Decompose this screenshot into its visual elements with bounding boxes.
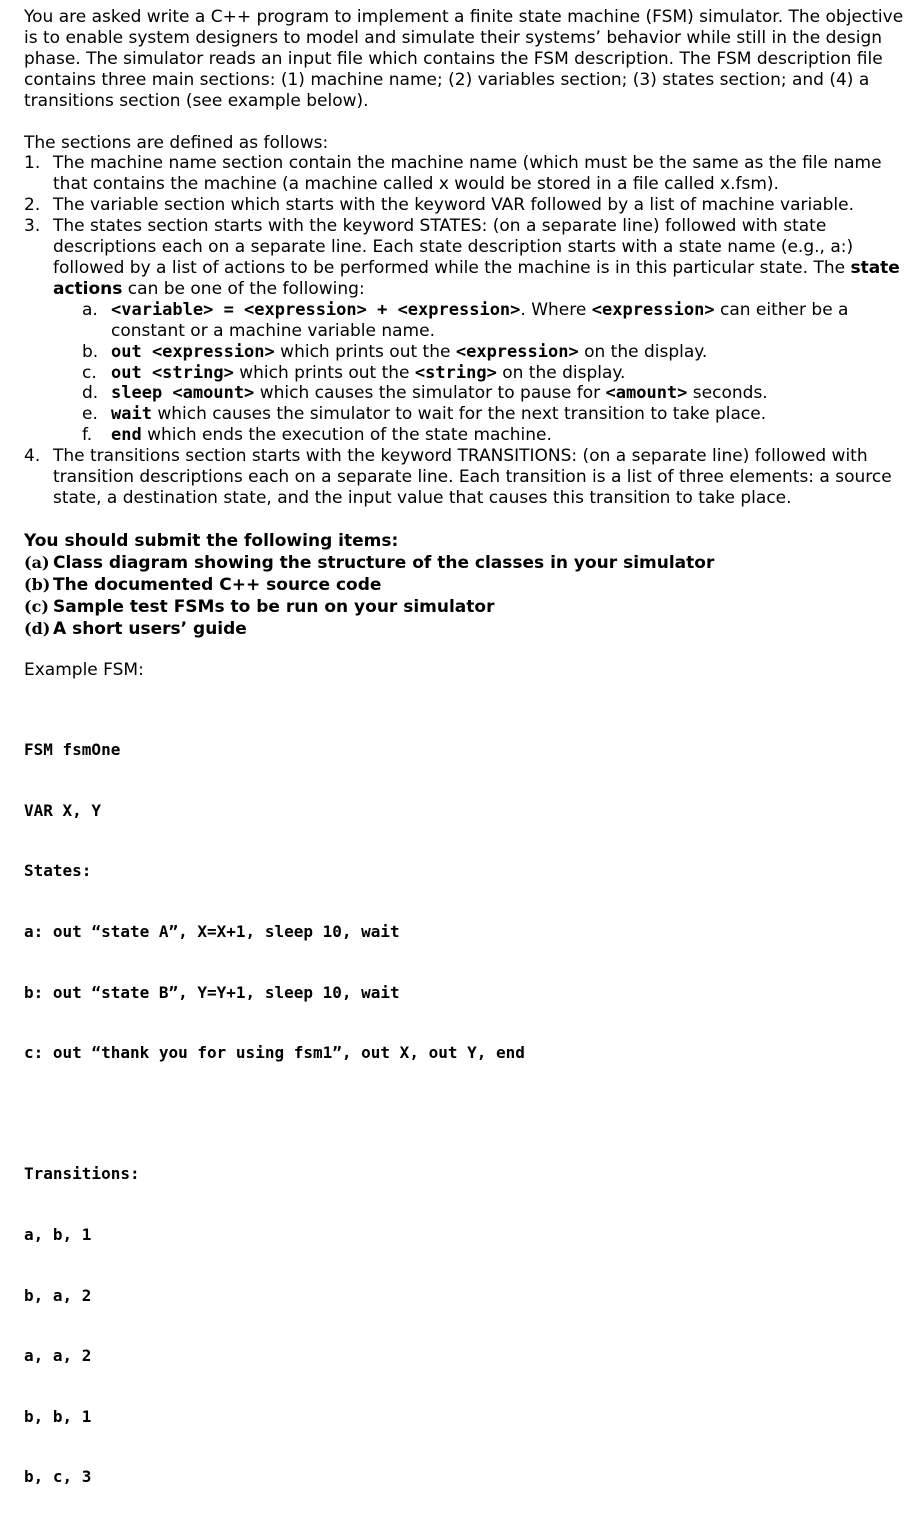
- code-line: VAR X, Y: [24, 800, 102, 820]
- action-letter: d.: [82, 383, 99, 404]
- submit-text: Sample test FSMs to be run on your simulator: [53, 596, 495, 617]
- submit-block: [24, 530, 904, 640]
- action-code: <amount>: [605, 383, 688, 404]
- submit-item: [24, 552, 904, 574]
- sections-intro: The sections are defined as follows:: [24, 132, 329, 153]
- action-item: [53, 342, 904, 363]
- code-line: b, b, 1: [24, 1406, 92, 1426]
- submit-mark: (a): [24, 552, 50, 572]
- sections-list: [24, 153, 904, 508]
- action-code: sleep <amount>: [111, 383, 255, 404]
- section-number: 3.: [24, 216, 41, 237]
- action-text: which causes the simulator to pause for: [254, 383, 606, 404]
- submit-item: [24, 574, 904, 596]
- state-actions-term: state actions: [53, 257, 900, 299]
- example-code-block: [24, 700, 904, 1528]
- state-actions-list: [53, 300, 904, 446]
- code-line: b, c, 3: [24, 1467, 92, 1487]
- submit-text: Class diagram showing the structure of the classes in your simulator: [53, 552, 715, 573]
- submit-mark: (c): [24, 596, 49, 616]
- section-text: The variable section which starts with the keyword VAR followed by a list of machine variable.: [53, 195, 855, 216]
- action-text: which causes the simulator to wait for the next transition to take place.: [151, 404, 767, 425]
- section-item-1: [24, 153, 904, 195]
- action-code: <string>: [414, 362, 497, 383]
- action-code: <expression>: [455, 341, 579, 362]
- code-line: b: out “state B”, Y=Y+1, sleep 10, wait: [24, 982, 400, 1002]
- action-text: can either be a constant or a machine variable name.: [111, 299, 849, 341]
- code-line: a: out “state A”, X=X+1, sleep 10, wait: [24, 922, 400, 942]
- intro-paragraph: You are asked write a C++ program to implement a finite state machine (FSM) simulator. The objective is to enable system designers to model and simulate their systems’ behavior while still in the design phase. The simulator reads an input file which contains the FSM description. The FSM description file contains three main sections: (1) machine name; (2) variables section; (3) states section; and (4) a transitions section (see example below).: [24, 7, 904, 111]
- section-number: 2.: [24, 195, 41, 216]
- section-item-4: [24, 446, 904, 509]
- section-text: The machine name section contain the machine name (which must be the same as the file name that contains the machine (a machine called x would be stored in a file called x.fsm).: [53, 153, 882, 195]
- document-page: [24, 7, 904, 1528]
- action-item: [53, 363, 904, 384]
- action-letter: b.: [82, 341, 99, 362]
- section-number: 4.: [24, 446, 41, 467]
- action-code: out <expression>: [111, 341, 275, 362]
- code-line: b, a, 2: [24, 1285, 92, 1305]
- code-line: Transitions:: [24, 1164, 140, 1184]
- code-line: FSM fsmOne: [24, 740, 121, 760]
- action-code: out <string>: [111, 362, 234, 383]
- submit-heading: You should submit the following items:: [24, 530, 399, 551]
- action-text: which ends the execution of the state machine.: [141, 425, 552, 446]
- submit-text: A short users’ guide: [53, 618, 247, 639]
- action-item: [53, 425, 904, 446]
- action-letter: f.: [82, 425, 93, 446]
- action-item: [53, 404, 904, 425]
- code-line: c: out “thank you for using fsm1”, out X, out Y, end: [24, 1043, 525, 1063]
- code-line: States:: [24, 861, 92, 881]
- code-line: a, b, 1: [24, 1224, 92, 1244]
- section-text-after: can be one of the following:: [122, 278, 365, 299]
- submit-mark: (b): [24, 574, 51, 594]
- action-code: <variable> = <expression> + <expression>: [111, 299, 521, 320]
- action-letter: a.: [82, 299, 98, 320]
- example-label: Example FSM:: [24, 659, 144, 680]
- action-text: on the display.: [496, 362, 626, 383]
- section-number: 1.: [24, 153, 41, 174]
- submit-item: [24, 618, 904, 640]
- action-code: <expression>: [591, 299, 715, 320]
- submit-text: The documented C++ source code: [53, 574, 382, 595]
- submit-item: [24, 596, 904, 618]
- action-item: [53, 300, 904, 342]
- action-item: [53, 383, 904, 404]
- submit-mark: (d): [24, 618, 51, 638]
- action-text: which prints out the: [274, 341, 456, 362]
- section-item-3: [24, 216, 904, 446]
- section-text: The states section starts with the keyword STATES: (on a separate line) followed with state descriptions each on a separate line. Each state description starts with a state name (e.g., a:) followed by a list of actions to be performed while the machine is in this particular state. The: [53, 216, 854, 278]
- action-letter: c.: [82, 362, 97, 383]
- action-code: end: [111, 425, 142, 446]
- action-text: which prints out the: [233, 362, 415, 383]
- action-code: wait: [111, 404, 152, 425]
- action-letter: e.: [82, 404, 98, 425]
- section-item-2: [24, 195, 904, 216]
- action-text: seconds.: [687, 383, 768, 404]
- section-text: The transitions section starts with the keyword TRANSITIONS: (on a separate line) followed with transition descriptions each on a separate line. Each transition is a list of three elements: a source state, a destination state, and the input value that causes this transition to take place.: [53, 446, 892, 508]
- action-text: . Where: [520, 299, 592, 320]
- action-text: on the display.: [578, 341, 708, 362]
- code-line: a, a, 2: [24, 1346, 92, 1366]
